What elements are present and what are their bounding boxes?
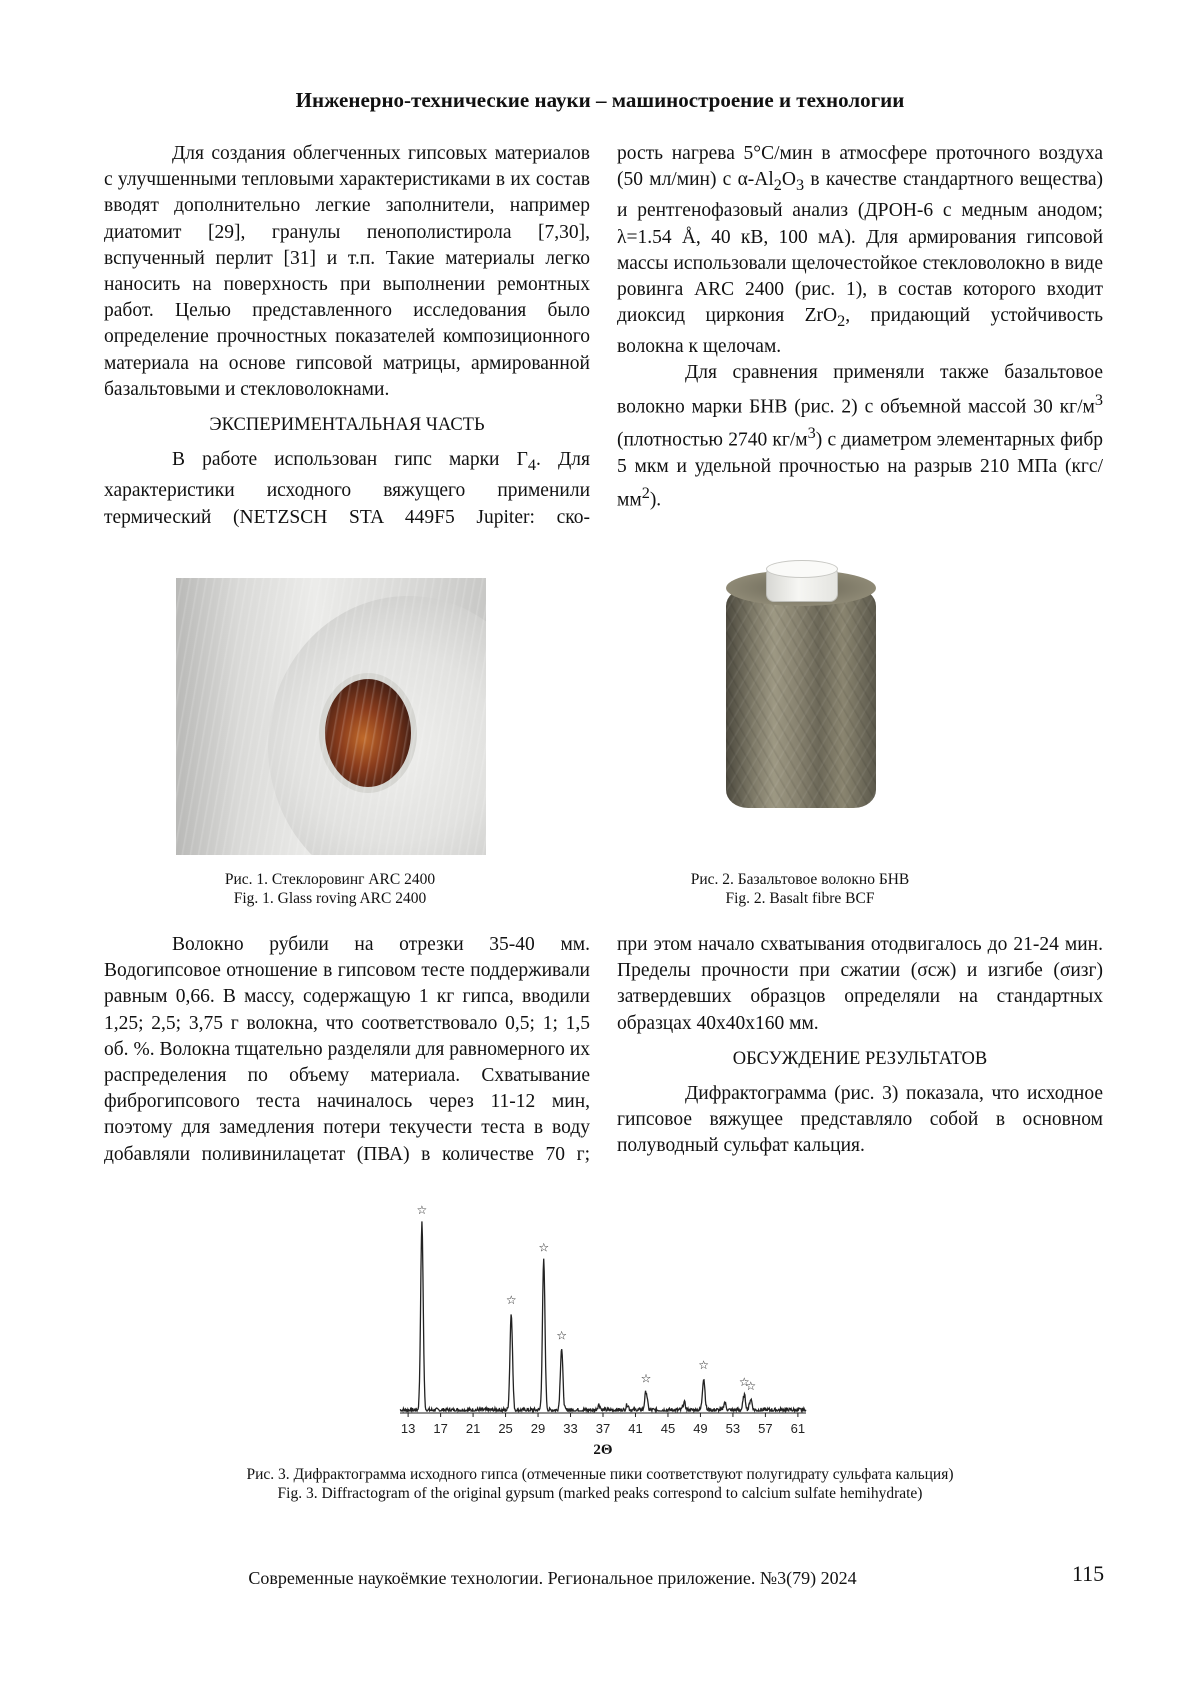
- peak-marker-icon: ☆: [538, 1240, 550, 1255]
- peak-marker-icon: ☆: [745, 1378, 757, 1393]
- x-tick-label: 33: [563, 1421, 578, 1436]
- spool-weave: [726, 588, 876, 808]
- section-heading-experimental: ЭКСПЕРИМЕНТАЛЬНАЯ ЧАСТЬ: [209, 415, 485, 436]
- fig1-caption-en: Fig. 1. Glass roving ARC 2400: [233, 890, 427, 907]
- x-axis-label: 2Θ: [593, 1442, 613, 1456]
- setting-time-paragraph: при этом начало схватывания отодвигалось до 21-24 мин. Пределы прочности при сжатии (σсж) и изгибе (σизг) затвердевших образцов определяли на стандартных образцах 40х40х160 мм.: [617, 934, 1103, 1034]
- left-column-top: [104, 141, 590, 531]
- journal-footer: Современные наукоёмкие технологии. Региональное приложение. №3(79) 2024: [248, 1568, 857, 1588]
- diffractogram-chart: [378, 1186, 818, 1456]
- fig3-caption: [100, 1465, 1100, 1503]
- spool-core-top: [766, 560, 838, 578]
- x-tick-label: 17: [433, 1421, 448, 1436]
- x-tick-label: 45: [660, 1421, 676, 1436]
- peak-marker-icon: ☆: [505, 1292, 517, 1307]
- peak-marker-icon: ☆: [640, 1371, 652, 1386]
- x-tick-label: 13: [400, 1421, 416, 1436]
- peak-marker-icon: ☆: [416, 1203, 428, 1217]
- x-tick-label: 29: [530, 1421, 546, 1436]
- methods-paragraph: В работе использован гипс марки $Г_4$. Для характеристики исходного вяжущего применили термический (NETZSCH STA 449F5 Jupiter: ско-: [104, 449, 590, 528]
- glass-roving-photo: [176, 578, 486, 855]
- page-number: 115: [1072, 1561, 1105, 1586]
- fig3-caption-ru: Рис. 3. Дифрактограмма исходного гипса (отмеченные пики соответствуют полугидрату сульфата кальция): [246, 1466, 954, 1483]
- analysis-paragraph: рость нагрева 5°C/мин в атмосфере проточного воздуха (50 мл/мин) с $\alpha-Al_2O_3$ в качестве стандартного вещества) и рентгенофазовый анализ (ДРОН-6 с медным анодом; λ=1.54 Å, 40 кВ, 100 мА). Для армирования гипсовой массы использовали щелочестойкое стекловолокно в виде ровинга ARC 2400 (рис. 1), в состав которого входит диоксид циркония ZrO$_2$, придающий устойчивость волокна к щелочам.: [617, 143, 1103, 358]
- fig2-caption-en: Fig. 2. Basalt fibre BCF: [725, 890, 875, 907]
- basalt-paragraph: Для сравнения применяли также базальтовое волокно марки БНВ (рис. 2) с объемной массой 30 $кг/м^3$ (плотностью 2740 $кг/м^3$) с диаметром элементарных фибр 5 мкм и удельной прочностью на разрыв 210 МПа $(кгс/мм^2)$.: [617, 362, 1103, 511]
- left-column-mid: [104, 932, 590, 1168]
- peak-marker-icon: ☆: [698, 1358, 710, 1373]
- fig3-caption-en: Fig. 3. Diffractogram of the original gypsum (marked peaks correspond to calcium sulfate hemihydrate): [277, 1485, 923, 1502]
- section-heading-discussion: ОБСУЖДЕНИЕ РЕЗУЛЬТАТОВ: [732, 1048, 988, 1069]
- fig1-caption: [140, 870, 520, 908]
- intro-paragraph: Для создания облегченных гипсовых материалов с улучшенными тепловыми характеристиками в их состав вводят дополнительно легкие заполнители, например диатомит [29], гранулы пенополистирола [7,30], вспученный перлит [31] и т.п. Такие материалы легко наносить на поверхность при выполнении ремонтных работ. Целью представленного исследования было определение прочностных показателей композиционного материала на основе гипсовой матрицы, армированной базальтовыми и стекловолокнами.: [104, 143, 590, 400]
- fig2-caption: [610, 870, 990, 908]
- peak-marker-icon: ☆: [738, 1375, 750, 1390]
- running-header: Инженерно-технические науки – машиностроение и технологии: [295, 88, 905, 112]
- fibre-prep-paragraph: Волокно рубили на отрезки 35-40 мм. Водогипсовое отношение в гипсовом тесте поддерживали равным 0,66. В массу, содержащую 1 кг гипса, вводили 1,25; 2,5; 3,75 г волокна, что соответствовало 0,5; 1; 1,5 об. %. Волокна тщательно разделяли для равномерного их распределения по объему материала. Схватывание фиброгипсового теста начиналось через 11-12 мин, поэтому для замедления потери текучести теста в воду добавляли поливинилацетат (ПВА) в количестве 70 г;: [104, 934, 590, 1165]
- right-column-mid: [617, 932, 1103, 1160]
- diffractogram-paragraph: Дифрактограмма (рис. 3) показала, что исходное гипсовое вяжущее представляло собой в основном полуводный сульфат кальция.: [617, 1083, 1103, 1157]
- x-tick-label: 21: [465, 1421, 481, 1436]
- x-tick-label: 49: [693, 1421, 708, 1436]
- peak-marker-icon: ☆: [556, 1328, 567, 1343]
- fig2-caption-ru: Рис. 2. Базальтовое волокно БНВ: [690, 871, 910, 888]
- x-tick-label: 53: [725, 1421, 741, 1436]
- x-tick-label: 61: [790, 1421, 806, 1436]
- x-tick-label: 57: [758, 1421, 773, 1436]
- fibre-texture: [176, 578, 486, 855]
- right-column-top: [617, 141, 1103, 514]
- x-tick-label: 41: [628, 1421, 643, 1436]
- x-tick-label: 25: [498, 1421, 513, 1436]
- fig1-caption-ru: Рис. 1. Стеклоровинг ARC 2400: [224, 871, 436, 888]
- x-tick-label: 37: [595, 1421, 611, 1436]
- basalt-spool-photo: [726, 566, 876, 824]
